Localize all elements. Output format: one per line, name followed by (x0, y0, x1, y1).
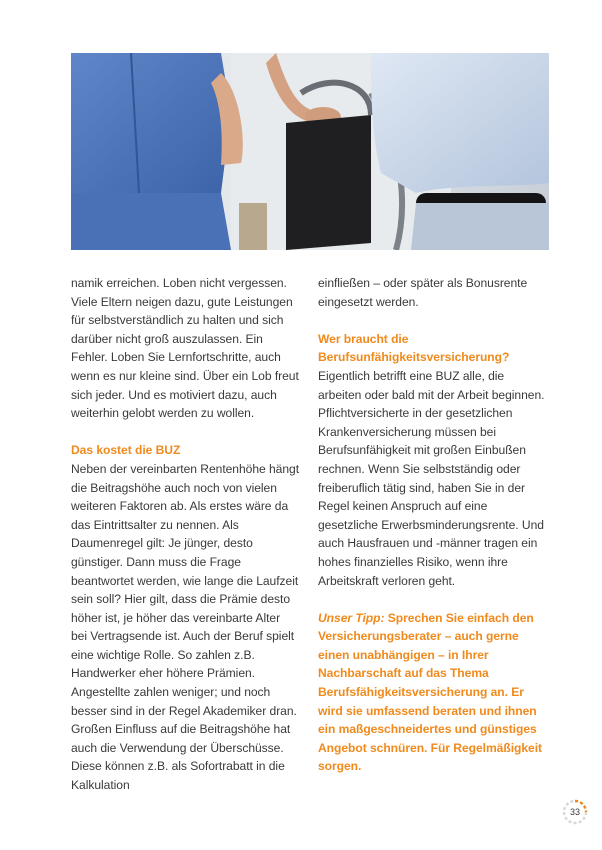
right-column (318, 274, 550, 776)
tip-label: Unser Tipp: (318, 610, 385, 625)
body-paragraph: Eigentlich betrifft eine BUZ alle, die arbeiten oder bald mit der Arbeit beginnen. Pflichtversicherte in der gesetzlichen Krankenversicherung müssen bei Berufsunfähigkeit mit großen Einbußen rechnen. Wenn Sie selbstständig oder freiberuflich tätig sind, haben Sie in der Regel keinen Anspruch auf eine gesetzliche Erwerbsminderungsrente. Und auch Hausfrauen und -männer tragen ein hohes finanzielles Risiko, wenn ihre Arbeitskraft verloren geht. (318, 368, 545, 588)
tip-paragraph (318, 609, 550, 776)
heading-line: Berufsunfähigkeitsversicherung? (318, 350, 510, 365)
body-paragraph: einfließen – oder später als Bonusrente eingesetzt werden. (318, 276, 528, 309)
body-paragraph: Neben der vereinbarten Rentenhöhe hängt die Beitragshöhe auch noch von vielen weiteren Faktoren ab. Als erstes wäre da das Eintrittsalter zu nennen. Als Daumenregel gilt: Je jünger, desto günstiger. Dann muss die Frage beantwortet werden, wie lange die Laufzeit sein soll? Hier gilt, dass die Prämie desto höher ist, je höher das vereinbarte Alter bei Vertragsende ist. Auch der Beruf spielt eine wichtige Rolle. So zahlen z.B. Handwerker eher höhere Prämien. Angestellte zahlen weniger; und noch besser sind in der Regel Akademiker dran. Großen Einfluss auf die Beitragshöhe hat auch die Verwendung der Überschüsse. Diese können z.B. als Sofortrabatt in die Kalkulation (71, 461, 300, 793)
section-heading (318, 330, 550, 367)
heading-line: Wer braucht die (318, 331, 409, 346)
caregiver-wheelchair-image (71, 53, 549, 250)
left-column (71, 274, 299, 795)
body-paragraph: namik erreichen. Loben nicht vergessen. Viele Eltern neigen dazu, gute Leistungen für selbstverständlich zu halten und sich darüber nicht groß auszulassen. Ein Fehler. Loben Sie Lernfortschritte, auch wenn es nur kleine sind. Über ein Lob freut sich jeder. Und es motiviert dazu, auch weiterhin gelobt werden zu wollen. (71, 276, 299, 421)
tip-text: Sprechen Sie einfach den Versicherungsberater – auch gerne einen unabhängigen – in Ihrer Nachbarschaft auf das Thema Berufsfähigkeitsversicherung an. Er wird sie umfassend beraten und ihnen ein maßgeschneidertes und günstiges Angebot schnüren. Für Regelmäßigkeit sorgen. (318, 610, 542, 774)
section-heading: Das kostet die BUZ (71, 443, 181, 458)
header-photo (71, 53, 549, 250)
page-number: 33 (569, 807, 580, 817)
